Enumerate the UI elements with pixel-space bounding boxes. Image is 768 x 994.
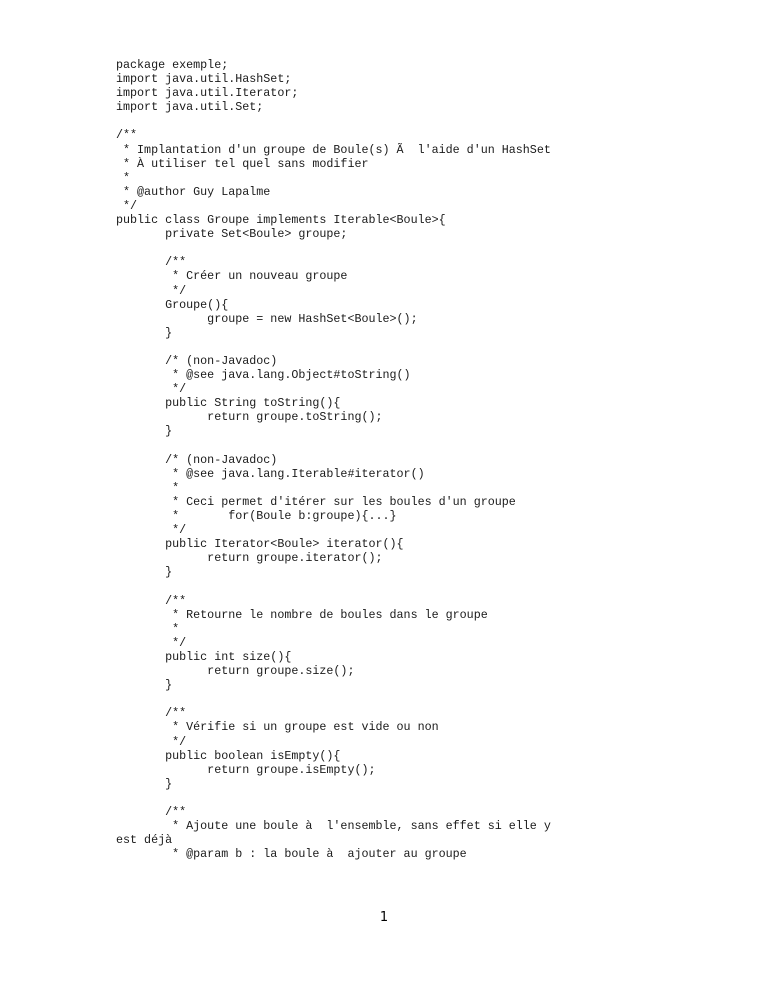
code-line: *: [116, 480, 180, 495]
code-line: import java.util.Set;: [116, 100, 264, 115]
code-line: import java.util.HashSet;: [116, 72, 292, 87]
code-line: * for(Boule b:groupe){...}: [116, 509, 397, 523]
code-line: [116, 439, 551, 453]
code-line: /**: [116, 128, 138, 143]
code-line: public class Groupe implements Iterable<Boule>{: [116, 213, 446, 228]
code-line: return groupe.isEmpty();: [116, 762, 376, 777]
code-line: * Retourne le nombre de boules dans le groupe: [116, 607, 488, 622]
code-line: private Set<Boule> groupe;: [116, 227, 348, 242]
code-line: }: [116, 325, 173, 340]
code-line: }: [116, 776, 173, 791]
code-line: /**: [116, 706, 187, 721]
code-line: * Ajoute une boule à l'ensemble, sans effet si elle y: [116, 819, 551, 834]
code-line: * Ceci permet d'itérer sur les boules d'un groupe: [116, 494, 516, 509]
code-line: public boolean isEmpty(){: [116, 748, 341, 763]
page-number: 1: [379, 910, 389, 925]
code-line: * @author Guy Lapalme: [116, 184, 271, 199]
code-line: [116, 114, 551, 128]
code-line: [116, 692, 551, 706]
code-line: [116, 579, 551, 593]
code-line: return groupe.iterator();: [116, 551, 383, 566]
code-line: */: [116, 734, 187, 749]
code-line: /**: [116, 593, 187, 608]
code-line: */: [116, 283, 187, 298]
code-line: * Créer un nouveau groupe: [116, 269, 348, 284]
code-line: /**: [116, 804, 187, 819]
code-line: return groupe.size();: [116, 664, 355, 679]
code-line: [116, 241, 551, 255]
code-line: *: [116, 621, 180, 636]
code-listing: [116, 58, 551, 861]
code-line: public Iterator<Boule> iterator(){: [116, 537, 404, 552]
code-line: est déjà: [116, 833, 173, 848]
code-line: groupe = new HashSet<Boule>();: [116, 311, 418, 326]
code-line: public int size(){: [116, 649, 292, 664]
code-line: import java.util.Iterator;: [116, 86, 299, 101]
code-line: Groupe(){: [116, 297, 229, 312]
code-line: public String toString(){: [116, 396, 341, 411]
code-line: */: [116, 635, 187, 650]
code-line: /* (non-Javadoc): [116, 452, 278, 467]
code-line: * Implantation d'un groupe de Boule(s) Ã l'aide d'un HashSet: [116, 142, 551, 157]
code-line: package exemple;: [116, 58, 229, 72]
code-line: }: [116, 678, 173, 693]
code-line: [116, 340, 551, 354]
code-line: [116, 791, 551, 805]
code-line: }: [116, 565, 173, 580]
code-line: * À utiliser tel quel sans modifier: [116, 156, 369, 171]
code-line: return groupe.toString();: [116, 410, 383, 425]
code-line: * @see java.lang.Object#toString(): [116, 368, 411, 383]
code-line: * Vérifie si un groupe est vide ou non: [116, 720, 439, 735]
code-line: */: [116, 523, 187, 538]
code-line: * @see java.lang.Iterable#iterator(): [116, 466, 425, 481]
code-line: /**: [116, 255, 187, 270]
code-line: * @param b : la boule à ajouter au groupe: [116, 847, 467, 862]
code-line: */: [116, 198, 138, 213]
code-line: */: [116, 382, 187, 397]
code-line: /* (non-Javadoc): [116, 353, 278, 368]
code-line: }: [116, 424, 173, 439]
code-line: *: [116, 170, 131, 185]
